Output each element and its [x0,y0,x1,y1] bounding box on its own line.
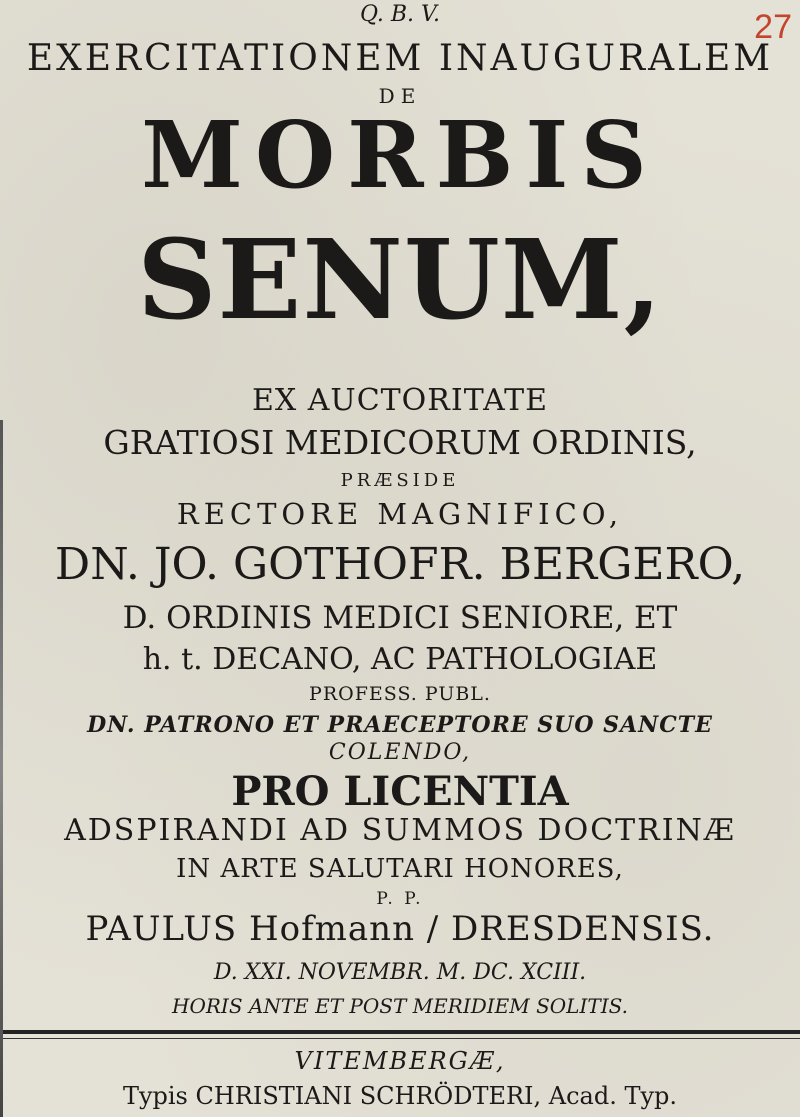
printer-line: Typis CHRISTIANI SCHRÖDTERI, Acad. Typ. [122,1082,678,1110]
aspirandi-line: ADSPIRANDI AD SUMMOS DOCTRINÆ [64,813,736,848]
colendo-line: COLENDO, [328,740,472,765]
page-number: 27 [754,8,792,46]
city-line: VITEMBERGÆ, [294,1047,506,1075]
top-signature: Q. B. V. [359,2,441,27]
horis-line: HORIS ANTE ET POST MERIDIEM SOLITIS. [172,994,628,1018]
heading: EXERCITATIONEM INAUGURALEM [26,38,774,79]
name-line: DN. JO. GOTHOFR. BERGERO, [54,539,746,590]
date-line: D. XXI. NOVEMBR. M. DC. XCIII. [213,960,587,985]
title-morbis: MORBIS [141,101,659,209]
patrono-line: DN. PATRONO ET PRAECEPTORE SUO SANCTE [87,712,713,738]
divider-thick [0,1030,800,1034]
rectore-line: RECTORE MAGNIFICO, [176,497,624,531]
divider-thin [0,1038,800,1039]
auctoritate-line: EX AUCTORITATE [251,383,549,418]
pro-licentia-line: PRO LICENTIA [231,768,569,815]
profess-line: PROFESS. PUBL. [309,683,491,705]
decano-line: h. t. DECANO, AC PATHOLOGIAE [142,642,658,677]
ordinis-line: GRATIOSI MEDICORUM ORDINIS, [103,423,697,462]
in-arte-line: IN ARTE SALUTARI HONORES, [176,854,624,884]
author-line: PAULUS Hofmann / DRESDENSIS. [85,909,715,949]
de-label: DE [378,84,422,108]
pp-line: P. P. [376,889,424,909]
praeside-line: PRÆSIDE [340,470,460,491]
seniore-line: D. ORDINIS MEDICI SENIORE, ET [122,600,678,636]
title-senum: SENUM, [137,215,663,344]
page-edge-shadow [0,420,3,1117]
